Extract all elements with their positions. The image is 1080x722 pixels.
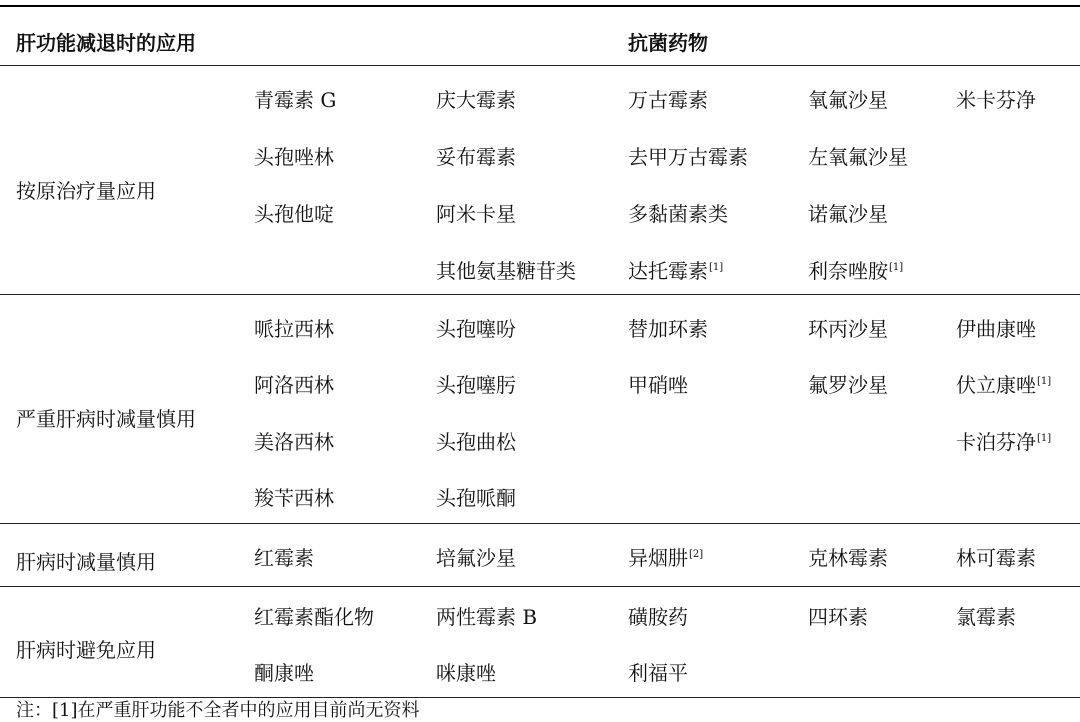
reference-marker: [1] [1037, 433, 1052, 444]
drug-name: 羧苄西林 [254, 486, 334, 510]
drug-name: 磺胺药 [628, 605, 688, 629]
drug-cell [628, 604, 688, 630]
drug-cell [436, 545, 516, 571]
drug-name: 头孢噻吩 [436, 317, 516, 341]
drug-name: 克林霉素 [808, 546, 888, 570]
drug-name: 阿米卡星 [436, 202, 516, 226]
drug-cell [254, 485, 334, 511]
drug-cell [254, 372, 334, 398]
drug-name: 庆大霉素 [436, 88, 516, 112]
drug-cell [436, 144, 516, 170]
drug-cell [808, 604, 868, 630]
reference-marker: [1] [709, 262, 724, 273]
table-top-rule [0, 5, 1080, 7]
drug-name: 卡泊芬净 [956, 430, 1036, 454]
drug-cell [436, 201, 516, 227]
footnote: 注：[1]在严重肝功能不全者中的应用目前尚无资料 [16, 700, 420, 721]
drug-cell [254, 604, 374, 630]
category-label: 肝病时减量慎用 [16, 550, 156, 574]
drug-cell [956, 429, 1051, 455]
drug-name: 两性霉素 B [436, 605, 538, 629]
drug-name: 阿洛西林 [254, 373, 334, 397]
drug-name: 去甲万古霉素 [628, 145, 748, 169]
drug-name: 多黏菌素类 [628, 202, 728, 226]
drug-cell [254, 545, 314, 571]
drug-name: 替加环素 [628, 317, 708, 341]
drug-cell [436, 429, 516, 455]
drug-cell [628, 258, 723, 284]
drug-cell [808, 545, 888, 571]
drug-cell [254, 660, 314, 686]
drug-name: 利福平 [628, 661, 688, 685]
drug-name: 林可霉素 [956, 546, 1036, 570]
drug-cell [436, 258, 576, 284]
section-divider [0, 294, 1080, 295]
drug-name: 哌拉西林 [254, 317, 334, 341]
drug-name: 万古霉素 [628, 88, 708, 112]
drug-cell [254, 144, 334, 170]
header-condition: 肝功能减退时的应用 [16, 31, 196, 55]
drug-cell [808, 144, 908, 170]
drug-name: 青霉素 G [254, 88, 337, 112]
category-label: 按原治疗量应用 [16, 179, 156, 203]
drug-cell [956, 87, 1036, 113]
drug-name: 头孢他啶 [254, 202, 334, 226]
drug-name: 氟罗沙星 [808, 373, 888, 397]
drug-name: 美洛西林 [254, 430, 334, 454]
drug-name: 四环素 [808, 605, 868, 629]
drug-name: 米卡芬净 [956, 88, 1036, 112]
drug-cell [628, 316, 708, 342]
table-bottom-rule [0, 697, 1080, 698]
drug-cell [436, 372, 516, 398]
drug-cell [956, 316, 1036, 342]
drug-name: 培氟沙星 [436, 546, 516, 570]
drug-name: 甲硝唑 [628, 373, 688, 397]
reference-marker: [2] [689, 549, 704, 560]
drug-cell [628, 144, 748, 170]
drug-name: 达托霉素 [628, 259, 708, 283]
drug-cell [628, 372, 688, 398]
drug-name: 其他氨基糖苷类 [436, 259, 576, 283]
section-divider [0, 523, 1080, 524]
category-label: 严重肝病时减量慎用 [16, 407, 196, 431]
drug-name: 妥布霉素 [436, 145, 516, 169]
drug-cell [436, 87, 516, 113]
drug-name: 头孢唑林 [254, 145, 334, 169]
drug-cell [254, 316, 334, 342]
drug-cell [628, 201, 728, 227]
drug-name: 红霉素 [254, 546, 314, 570]
drug-cell [254, 201, 334, 227]
drug-cell [956, 372, 1051, 398]
reference-marker: [1] [1037, 376, 1052, 387]
drug-name: 左氧氟沙星 [808, 145, 908, 169]
drug-cell [808, 258, 903, 284]
drug-cell [808, 201, 888, 227]
drug-cell [956, 545, 1036, 571]
drug-name: 头孢噻肟 [436, 373, 516, 397]
drug-cell [808, 316, 888, 342]
header-drugs: 抗菌药物 [628, 31, 708, 55]
category-label: 肝病时避免应用 [16, 638, 156, 662]
drug-cell [436, 604, 537, 630]
drug-name: 利奈唑胺 [808, 259, 888, 283]
drug-cell [628, 87, 708, 113]
drug-cell [628, 660, 688, 686]
drug-name: 氯霉素 [956, 605, 1016, 629]
drug-name: 头孢曲松 [436, 430, 516, 454]
reference-marker: [1] [889, 262, 904, 273]
drug-name: 伏立康唑 [956, 373, 1036, 397]
drug-name: 红霉素酯化物 [254, 605, 374, 629]
drug-name: 头孢哌酮 [436, 486, 516, 510]
drug-name: 伊曲康唑 [956, 317, 1036, 341]
drug-cell [628, 545, 703, 571]
drug-cell [254, 429, 334, 455]
drug-name: 环丙沙星 [808, 317, 888, 341]
drug-name: 酮康唑 [254, 661, 314, 685]
section-divider [0, 586, 1080, 587]
drug-cell [254, 87, 336, 113]
drug-cell [436, 316, 516, 342]
drug-cell [436, 660, 496, 686]
drug-name: 咪康唑 [436, 661, 496, 685]
header-rule [0, 65, 1080, 66]
drug-cell [808, 372, 888, 398]
drug-name: 诺氟沙星 [808, 202, 888, 226]
drug-name: 异烟肼 [628, 546, 688, 570]
drug-name: 氧氟沙星 [808, 88, 888, 112]
drug-cell [808, 87, 888, 113]
drug-cell [956, 604, 1016, 630]
drug-cell [436, 485, 516, 511]
